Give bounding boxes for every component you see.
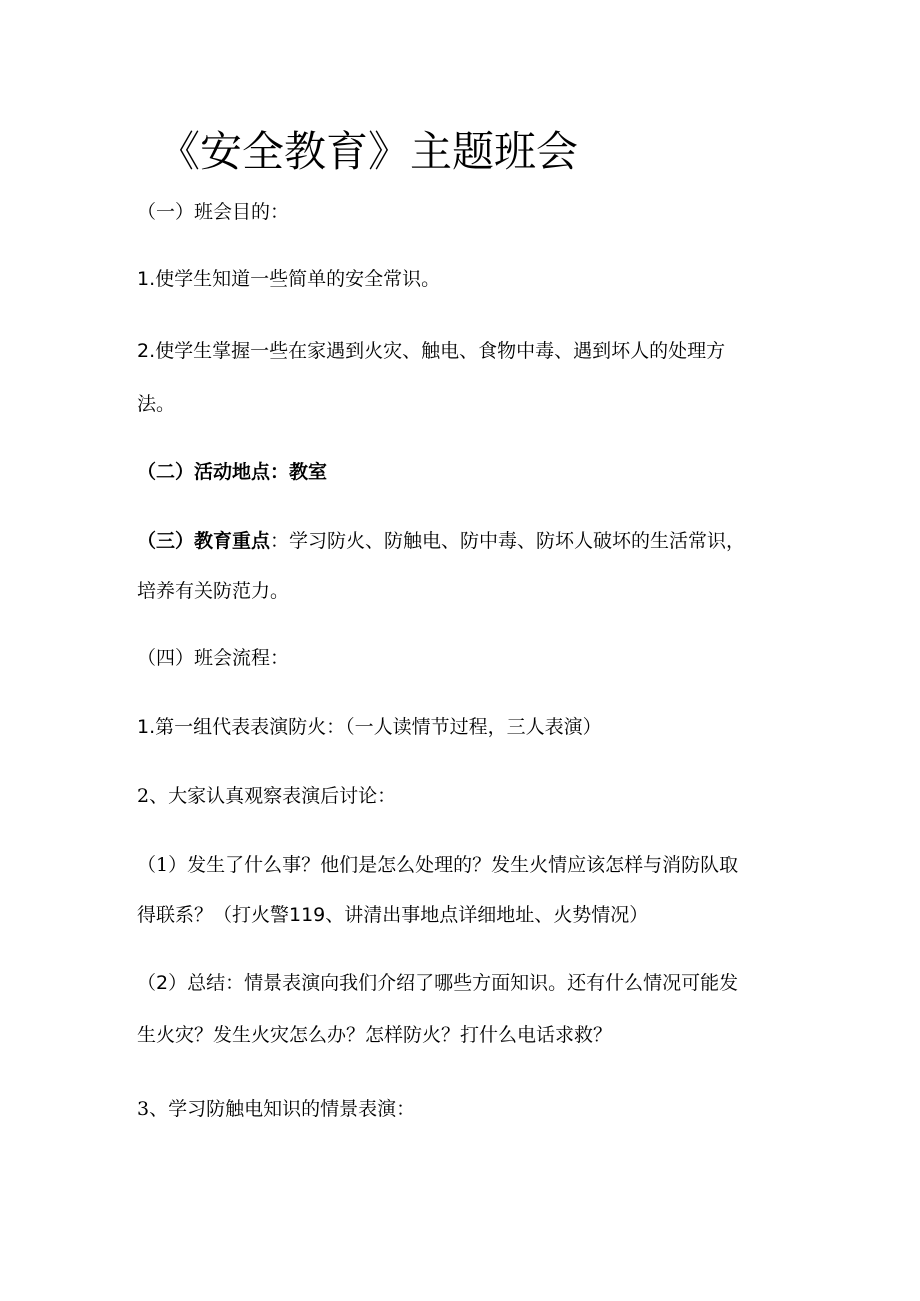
goal-item-2-line-2: 法。 xyxy=(137,393,176,415)
section1-heading: （一）班会目的： xyxy=(137,201,290,223)
goal-item-1: 1.使学生知道一些简单的安全常识。 xyxy=(137,268,441,290)
question-2-line-2: 生火灾？发生火灾怎么办？怎样防火？打什么电话求救？ xyxy=(137,1024,613,1046)
section3-text: ：学习防火、防触电、防中毒、防坏人破坏的生活常识， xyxy=(270,530,746,552)
section3-label: （三）教育重点 xyxy=(137,530,271,552)
section3-line-1 xyxy=(137,528,745,554)
section3-line-2: 培养有关防范力。 xyxy=(137,580,290,602)
question-2-line-1: （2）总结：情景表演向我们介绍了哪些方面知识。还有什么情况可能发 xyxy=(137,972,739,994)
flow-item-3: 3、学习防触电知识的情景表演： xyxy=(137,1098,416,1120)
question-1-line-2: 得联系？（打火警119、讲清出事地点详细地址、火势情况） xyxy=(137,904,649,926)
flow-item-1: 1.第一组代表表演防火：（一人读情节过程，三人表演） xyxy=(137,716,602,738)
question-1-line-1: （1）发生了什么事？他们是怎么处理的？发生火情应该怎样与消防队取 xyxy=(137,854,739,876)
section2-heading: （二）活动地点：教室 xyxy=(137,461,328,483)
document-title: 《安全教育》主题班会 xyxy=(158,127,579,176)
section4-heading: （四）班会流程： xyxy=(137,647,290,669)
flow-item-2: 2、大家认真观察表演后讨论： xyxy=(137,785,397,807)
goal-item-2-line-1: 2.使学生掌握一些在家遇到火灾、触电、食物中毒、遇到坏人的处理方 xyxy=(137,340,726,362)
